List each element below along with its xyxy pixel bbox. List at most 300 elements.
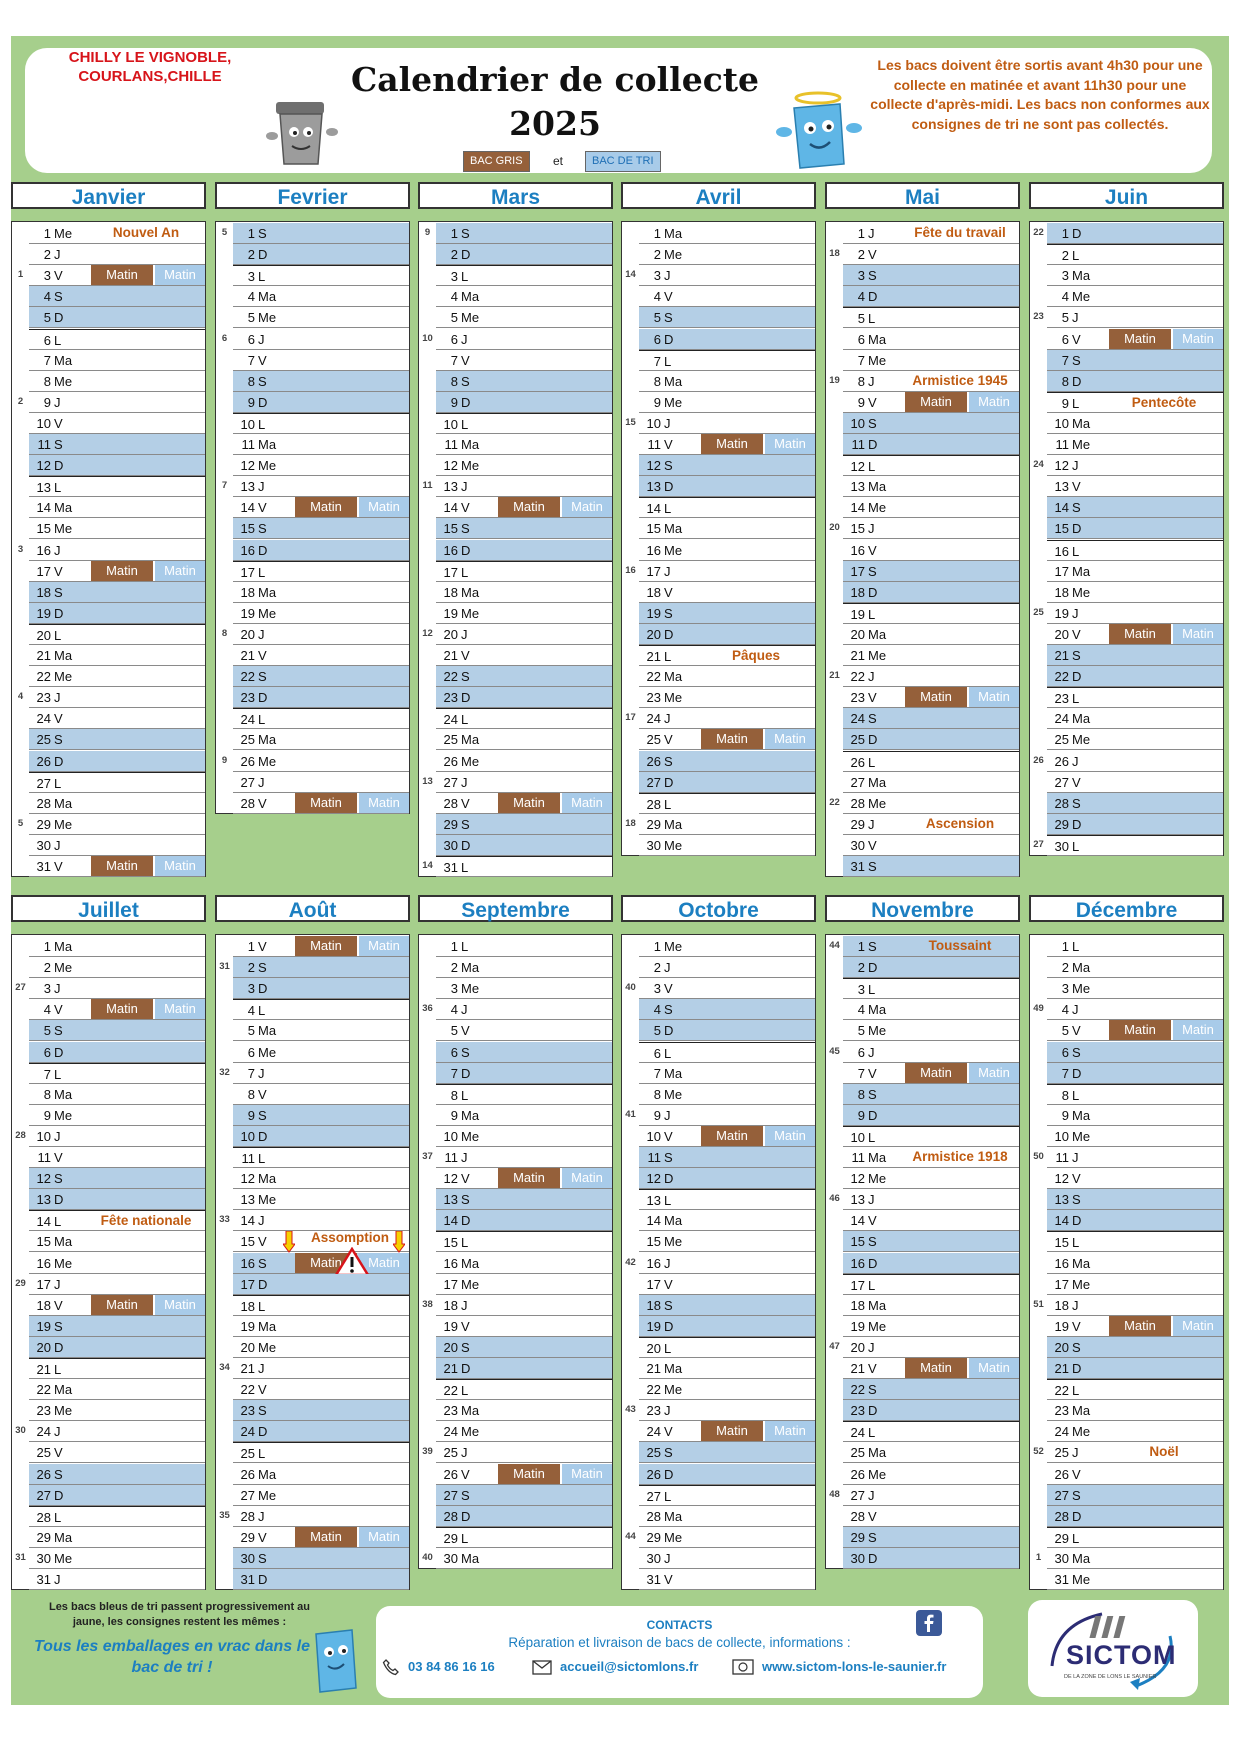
day-number: 4 — [1061, 1002, 1069, 1018]
weekday-letter: D — [258, 1276, 268, 1292]
weekday-letter: Me — [664, 1529, 683, 1545]
weekday-letter: S — [258, 373, 267, 389]
day-number: 30 — [1054, 1550, 1069, 1566]
day-number: 22 — [240, 669, 255, 685]
day-number: 31 — [36, 1572, 51, 1587]
day-number: 19 — [36, 1318, 51, 1334]
weekday-letter: V — [1072, 626, 1081, 642]
day-number: 1 — [247, 226, 255, 241]
day-row — [29, 540, 205, 561]
weekday-letter: S — [664, 1445, 673, 1461]
weekday-letter: D — [258, 394, 268, 410]
day-number: 10 — [1054, 415, 1069, 431]
day-row — [639, 350, 815, 371]
day-number: 9 — [43, 1107, 51, 1123]
weekday-letter: J — [461, 774, 468, 790]
weekday-letter: D — [461, 690, 471, 706]
day-row — [29, 729, 205, 750]
day-number: 3 — [43, 981, 51, 997]
day-number: 19 — [646, 605, 661, 621]
week-number: 21 — [829, 670, 840, 682]
week-number: 11 — [422, 480, 433, 492]
day-row — [29, 265, 205, 286]
weekday-letter: V — [664, 1572, 673, 1587]
weekday-letter: J — [258, 1508, 265, 1524]
bac-tri-collection: Matin — [359, 497, 409, 517]
website-link[interactable]: www.sictom-lons-le-saunier.fr — [762, 1659, 947, 1674]
day-number: 2 — [450, 960, 458, 976]
weekday-letter: D — [868, 437, 878, 452]
holiday-label: Ascension — [925, 815, 995, 831]
day-row — [1047, 265, 1223, 286]
day-row — [639, 371, 815, 392]
holiday-label: Toussaint — [928, 938, 992, 953]
weekday-letter: Me — [868, 1171, 887, 1187]
weekday-letter: Ma — [258, 1023, 277, 1039]
day-row — [1047, 582, 1223, 603]
week-number: 10 — [422, 332, 433, 344]
month-days — [1029, 934, 1224, 1590]
week-number: 4 — [17, 691, 24, 703]
weekday-letter: J — [258, 331, 265, 347]
day-row — [233, 1400, 409, 1421]
day-row — [29, 687, 205, 708]
weekday-letter: Ma — [1072, 563, 1091, 579]
weekday-letter: L — [1072, 395, 1080, 411]
day-number: 19 — [240, 605, 255, 621]
weekday-letter: V — [54, 415, 63, 431]
phone-number[interactable]: 03 84 86 16 16 — [408, 1659, 495, 1674]
week-number: 45 — [829, 1045, 840, 1057]
day-row — [843, 476, 1019, 497]
day-row — [639, 1569, 815, 1590]
day-row — [436, 244, 612, 265]
weekday-letter: J — [1072, 1002, 1079, 1018]
bac-tri-collection: Matin — [155, 1295, 205, 1315]
day-number: 19 — [240, 1318, 255, 1334]
weekday-letter: Me — [54, 521, 73, 537]
day-row — [436, 1274, 612, 1295]
day-row — [639, 1442, 815, 1463]
day-number: 14 — [646, 1213, 661, 1229]
week-number: 1 — [1035, 1551, 1042, 1563]
day-number: 30 — [646, 1550, 661, 1566]
weekday-letter: L — [258, 564, 266, 580]
weekday-letter: Ma — [1072, 960, 1091, 976]
day-number: 30 — [850, 837, 865, 853]
day-number: 15 — [1054, 1235, 1069, 1251]
weekday-letter: L — [664, 353, 672, 369]
day-number: 30 — [850, 1550, 865, 1566]
weekday-letter: L — [1072, 1087, 1080, 1103]
weekday-letter: L — [461, 1383, 469, 1399]
day-row — [233, 1147, 409, 1168]
day-number: 22 — [443, 669, 458, 685]
day-number: 22 — [36, 669, 51, 685]
day-number: 5 — [247, 310, 255, 326]
day-number: 7 — [450, 352, 458, 368]
day-number: 21 — [1054, 648, 1069, 663]
day-number: 17 — [850, 563, 865, 579]
day-row — [436, 392, 612, 413]
day-number: 20 — [646, 1340, 661, 1356]
day-number: 4 — [1061, 289, 1069, 305]
week-number: 32 — [219, 1066, 230, 1078]
weekday-letter: D — [868, 1403, 878, 1419]
day-number: 7 — [653, 353, 661, 369]
day-number: 26 — [850, 1466, 865, 1482]
weekday-letter: Ma — [868, 1445, 887, 1461]
weekday-letter: L — [1072, 838, 1080, 854]
day-row — [436, 1168, 612, 1189]
weekday-letter: V — [54, 563, 63, 579]
weekday-letter: Me — [54, 226, 73, 241]
day-row — [29, 582, 205, 603]
day-row — [436, 329, 612, 350]
day-row — [639, 772, 815, 793]
day-row — [436, 1126, 612, 1147]
day-row — [29, 1295, 205, 1316]
day-row — [843, 751, 1019, 772]
day-row — [29, 329, 205, 350]
day-number: 6 — [43, 332, 51, 348]
day-number: 11 — [444, 437, 458, 452]
day-number: 12 — [443, 458, 458, 474]
day-row — [843, 1253, 1019, 1274]
day-row — [436, 751, 612, 772]
bac-tri-collection: Matin — [1173, 1020, 1223, 1040]
weekday-letter: L — [868, 1277, 876, 1293]
day-number: 1 — [1061, 939, 1069, 954]
day-number: 10 — [36, 1128, 51, 1144]
weekday-letter: L — [664, 501, 672, 517]
day-number: 28 — [443, 1508, 458, 1524]
weekday-letter: S — [1072, 1192, 1081, 1208]
weekday-letter: D — [54, 310, 64, 326]
weekday-letter: L — [868, 1425, 876, 1441]
day-number: 15 — [646, 1234, 661, 1250]
weekday-letter: J — [258, 1361, 265, 1376]
day-row — [436, 1253, 612, 1274]
day-row — [29, 1042, 205, 1063]
day-number: 20 — [443, 626, 458, 642]
day-row — [1047, 999, 1223, 1020]
day-row — [233, 1316, 409, 1337]
day-number: 26 — [646, 753, 661, 769]
weekday-letter: Ma — [258, 1466, 277, 1482]
weekday-letter: J — [1072, 1150, 1079, 1165]
day-row — [843, 793, 1019, 814]
day-row — [29, 1527, 205, 1548]
week-number: 40 — [625, 982, 636, 994]
weekday-letter: Me — [54, 669, 73, 685]
day-number: 4 — [857, 1002, 865, 1018]
day-row — [233, 476, 409, 497]
day-number: 5 — [43, 1023, 51, 1039]
day-row — [1047, 1210, 1223, 1231]
weekday-letter: S — [461, 669, 470, 685]
week-number: 27 — [15, 982, 26, 994]
weekday-letter: D — [1072, 1065, 1082, 1081]
day-row — [29, 244, 205, 265]
day-number: 10 — [240, 416, 255, 432]
contacts-panel — [376, 1606, 983, 1698]
tri-slogan: Tous les emballages en vrac dans le bac de tri ! — [34, 1638, 310, 1676]
day-number: 9 — [857, 394, 865, 410]
weekday-letter: D — [868, 1107, 878, 1123]
holiday-label: Nouvel An — [112, 225, 180, 240]
day-row — [436, 936, 612, 957]
day-row — [1047, 223, 1223, 244]
day-number: 21 — [646, 1361, 661, 1376]
day-row — [1047, 729, 1223, 750]
day-number: 16 — [443, 542, 458, 558]
day-row — [639, 1105, 815, 1126]
bac-gris-collection: Matin — [91, 856, 153, 876]
weekday-letter: Me — [54, 1403, 73, 1419]
day-number: 29 — [36, 1529, 51, 1545]
day-number: 16 — [240, 1255, 255, 1271]
facebook-icon[interactable] — [916, 1610, 942, 1636]
day-number: 26 — [1054, 753, 1069, 769]
bac-gris-collection: Matin — [905, 1063, 967, 1083]
weekday-letter: Ma — [54, 1234, 73, 1250]
day-row — [233, 666, 409, 687]
weekday-letter: D — [664, 626, 674, 642]
collection-notice: Les bacs doivent être sortis avant 4h30 pour une collecte en matinée et avant 11h30 pour une collecte d'après-midi. Les bacs non conformes aux consignes de tri ne sont pas collectés. — [870, 57, 1210, 132]
day-number: 13 — [850, 479, 865, 495]
day-row — [29, 645, 205, 666]
day-number: 7 — [247, 1065, 255, 1081]
day-row — [436, 856, 612, 877]
weekday-letter: V — [868, 1361, 877, 1376]
weekday-letter: Me — [461, 458, 480, 474]
weekday-letter: Ma — [664, 816, 683, 832]
day-number: 3 — [1061, 981, 1069, 997]
weekday-letter: V — [54, 859, 63, 874]
day-row — [29, 856, 205, 877]
weekday-letter: Me — [258, 1192, 277, 1208]
day-row — [233, 1569, 409, 1590]
weekday-letter: V — [1072, 1023, 1081, 1039]
day-row — [1047, 540, 1223, 561]
day-number: 22 — [646, 1382, 661, 1398]
weekday-letter: D — [664, 331, 674, 347]
day-row — [843, 1442, 1019, 1463]
day-row — [233, 223, 409, 244]
weekday-letter: L — [664, 1488, 672, 1504]
day-row — [29, 413, 205, 434]
day-row — [436, 1084, 612, 1105]
weekday-letter: L — [1072, 543, 1080, 559]
weekday-letter: S — [664, 1297, 673, 1313]
day-row — [29, 1189, 205, 1210]
day-number: 8 — [857, 1086, 865, 1102]
day-number: 19 — [36, 605, 51, 621]
day-number: 25 — [850, 732, 865, 748]
weekday-letter: Me — [868, 1318, 887, 1334]
email-address[interactable]: accueil@sictomlons.fr — [560, 1659, 699, 1674]
weekday-letter: L — [1072, 248, 1080, 264]
weekday-letter: Ma — [868, 331, 887, 347]
day-row — [1047, 1442, 1223, 1463]
day-number: 18 — [1054, 584, 1069, 600]
bac-gris-collection: Matin — [1109, 329, 1171, 349]
weekday-letter: S — [258, 960, 267, 976]
week-number: 33 — [219, 1214, 230, 1226]
weekday-letter: J — [54, 394, 61, 410]
weekday-letter: S — [664, 1150, 673, 1165]
week-number: 1 — [17, 269, 24, 281]
day-row — [29, 957, 205, 978]
day-row — [233, 1105, 409, 1126]
month-days — [621, 934, 816, 1590]
day-row — [1047, 1042, 1223, 1063]
day-row — [29, 772, 205, 793]
weekday-letter: V — [664, 437, 673, 452]
weekday-letter: L — [868, 459, 876, 475]
weekday-letter: Me — [868, 500, 887, 516]
day-row — [639, 497, 815, 518]
weekday-letter: S — [461, 226, 470, 241]
day-number: 3 — [1061, 268, 1069, 284]
weekday-letter: V — [868, 1213, 877, 1229]
weekday-letter: J — [1072, 753, 1079, 769]
day-number: 28 — [1054, 795, 1069, 811]
day-row — [436, 603, 612, 624]
weekday-letter: Ma — [664, 373, 683, 389]
weekday-letter: Me — [868, 352, 887, 368]
weekday-letter: L — [1072, 691, 1080, 707]
weekday-letter: S — [868, 711, 877, 727]
day-number: 29 — [850, 816, 865, 832]
weekday-letter: V — [461, 1171, 470, 1187]
day-row — [843, 518, 1019, 539]
week-number: 31 — [15, 1551, 26, 1563]
day-number: 23 — [1054, 691, 1069, 707]
bac-tri-collection: Matin — [155, 856, 205, 876]
day-number: 29 — [850, 1529, 865, 1545]
weekday-letter: Ma — [54, 795, 73, 811]
day-number: 13 — [443, 1192, 458, 1208]
weekday-letter: L — [461, 1087, 469, 1103]
bac-gris-collection: Matin — [905, 687, 967, 707]
day-number: 27 — [1054, 774, 1069, 790]
week-number: 5 — [221, 227, 228, 238]
weekday-letter: J — [664, 1107, 671, 1123]
weekday-letter: S — [1072, 795, 1081, 811]
day-row — [233, 1527, 409, 1548]
weekday-letter: Me — [461, 1276, 480, 1292]
day-number: 5 — [857, 311, 865, 327]
day-number: 14 — [646, 501, 661, 517]
day-row — [29, 1168, 205, 1189]
weekday-letter: Me — [664, 247, 683, 263]
weekday-letter: Ma — [868, 1002, 887, 1018]
weekday-letter: J — [664, 960, 671, 976]
week-number: 51 — [1033, 1298, 1044, 1310]
day-row — [29, 434, 205, 455]
day-row — [639, 793, 815, 814]
weekday-letter: S — [664, 753, 673, 769]
day-row — [1047, 793, 1223, 814]
weekday-letter: V — [868, 1065, 877, 1081]
day-number: 14 — [850, 1213, 865, 1229]
weekday-letter: D — [1072, 1213, 1082, 1229]
day-row — [1047, 497, 1223, 518]
day-number: 23 — [36, 1403, 51, 1419]
week-number: 3 — [17, 543, 24, 555]
day-row — [639, 687, 815, 708]
day-number: 8 — [247, 1086, 255, 1102]
blue-bin-mascot-icon — [306, 1622, 364, 1694]
day-row — [436, 1337, 612, 1358]
weekday-letter: D — [461, 542, 471, 558]
weekday-letter: S — [54, 1171, 63, 1187]
weekday-letter: Ma — [664, 1508, 683, 1524]
day-number: 12 — [850, 459, 865, 475]
day-number: 21 — [443, 1361, 458, 1376]
day-row — [29, 307, 205, 328]
day-row — [1047, 814, 1223, 835]
weekday-letter: V — [868, 247, 877, 263]
bac-gris-collection: Matin — [701, 434, 763, 454]
day-number: 7 — [450, 1065, 458, 1081]
holiday-label: Pâques — [731, 648, 781, 663]
weekday-letter: V — [1072, 774, 1081, 790]
weekday-letter: V — [461, 795, 470, 811]
weekday-letter: D — [868, 1550, 878, 1566]
weekday-letter: D — [461, 1361, 471, 1376]
weekday-letter: D — [258, 981, 268, 997]
title-year: 2025 — [509, 104, 601, 143]
day-number: 10 — [36, 415, 51, 431]
day-row — [843, 1379, 1019, 1400]
weekday-letter: L — [258, 1298, 266, 1314]
day-row — [29, 793, 205, 814]
day-row — [843, 265, 1019, 286]
day-row — [233, 708, 409, 729]
day-number: 9 — [653, 1107, 661, 1123]
day-row — [436, 350, 612, 371]
day-number: 2 — [1061, 960, 1069, 976]
weekday-letter: D — [664, 774, 674, 790]
weekday-letter: Ma — [54, 352, 73, 368]
weekday-letter: J — [868, 521, 875, 537]
day-row — [29, 1084, 205, 1105]
day-row — [1047, 751, 1223, 772]
day-row — [436, 1485, 612, 1506]
day-number: 27 — [646, 1488, 661, 1504]
week-number: 31 — [219, 961, 230, 973]
day-number: 30 — [443, 1550, 458, 1566]
day-row — [639, 1126, 815, 1147]
day-number: 25 — [1054, 1445, 1069, 1461]
day-row — [639, 1400, 815, 1421]
day-row — [1047, 1105, 1223, 1126]
weekday-letter: J — [461, 331, 468, 347]
day-number: 4 — [653, 1002, 661, 1018]
day-number: 5 — [857, 1023, 865, 1039]
weekday-letter: J — [664, 711, 671, 727]
weekday-letter: D — [54, 1339, 64, 1355]
day-number: 2 — [43, 247, 51, 263]
day-number: 26 — [36, 753, 51, 769]
weekday-letter: J — [1072, 310, 1079, 326]
weekday-letter: Ma — [258, 584, 277, 600]
weekday-letter: S — [258, 1255, 267, 1271]
day-row — [639, 540, 815, 561]
